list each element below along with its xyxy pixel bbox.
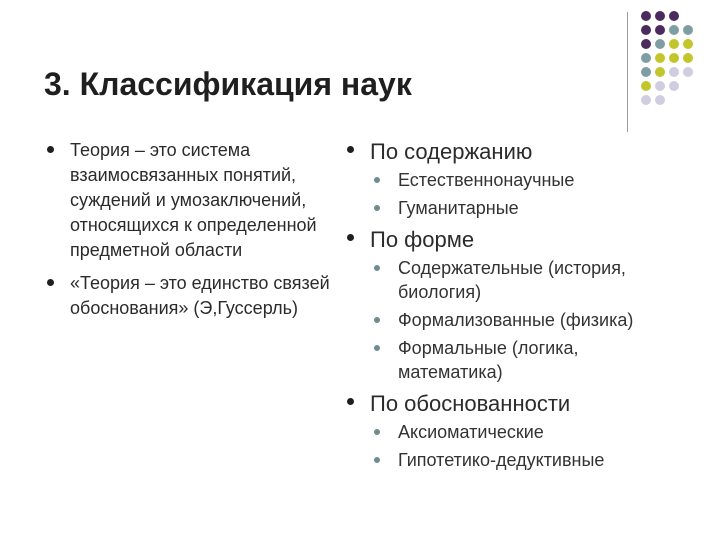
sub-item: [344, 256, 684, 304]
bullet-icon: [47, 279, 54, 286]
sub-item: [344, 308, 684, 332]
list-item: [44, 138, 334, 263]
decorative-dot: [655, 25, 665, 35]
decorative-dot: [641, 53, 651, 63]
decorative-dot-grid: [640, 10, 700, 120]
decorative-dot: [655, 95, 665, 105]
decorative-dot: [641, 39, 651, 49]
bullet-icon: [347, 398, 354, 405]
list-item-text: «Теория – это единство связей обоснования» (Э,Гуссерль): [70, 273, 330, 318]
decorative-dot: [655, 11, 665, 21]
decorative-dot: [669, 11, 679, 21]
sub-bullet-icon: [374, 205, 380, 211]
sub-item-text: Естественнонаучные: [398, 170, 575, 190]
category-heading: [344, 138, 684, 166]
decorative-dot: [669, 25, 679, 35]
sub-item: [344, 420, 684, 444]
decorative-dot: [641, 67, 651, 77]
bullet-icon: [347, 234, 354, 241]
decorative-dot: [655, 39, 665, 49]
bullet-icon: [47, 146, 54, 153]
sub-item: [344, 168, 684, 192]
list-item: [44, 271, 334, 321]
left-column: [44, 138, 334, 329]
decorative-dot: [655, 81, 665, 91]
sub-item: [344, 196, 684, 220]
category-heading-text: По форме: [370, 227, 475, 252]
sub-item-text: Содержательные (история, биология): [398, 258, 626, 302]
decorative-dot: [683, 25, 693, 35]
decorative-dot: [655, 67, 665, 77]
sub-bullet-icon: [374, 265, 380, 271]
slide-title: 3. Классификация наук: [44, 66, 412, 102]
category-heading-text: По обоснованности: [370, 391, 571, 416]
decorative-dot: [683, 67, 693, 77]
sub-bullet-icon: [374, 317, 380, 323]
sub-bullet-icon: [374, 345, 380, 351]
decorative-dot: [641, 11, 651, 21]
decorative-dot: [669, 67, 679, 77]
decorative-dot: [683, 53, 693, 63]
decorative-dot: [683, 39, 693, 49]
decorative-dot: [641, 95, 651, 105]
sub-bullet-icon: [374, 177, 380, 183]
decorative-dot: [669, 81, 679, 91]
list-item-text: Теория – это система взаимосвязанных понятий, суждений и умозаключений, относящихся к определенной предметной области: [70, 140, 317, 260]
sub-item-text: Гуманитарные: [398, 198, 519, 218]
decorative-divider-line: [627, 12, 628, 132]
bullet-icon: [347, 146, 354, 153]
decorative-dot: [641, 81, 651, 91]
decorative-dot: [641, 25, 651, 35]
category-heading: [344, 226, 684, 254]
sub-item-text: Формализованные (физика): [398, 310, 634, 330]
sub-item-text: Гипотетико-дедуктивные: [398, 450, 605, 470]
sub-item: [344, 336, 684, 384]
decorative-dot: [669, 53, 679, 63]
sub-bullet-icon: [374, 457, 380, 463]
sub-item-text: Формальные (логика, математика): [398, 338, 579, 382]
sub-bullet-icon: [374, 429, 380, 435]
category-heading: [344, 390, 684, 418]
decorative-dot: [669, 39, 679, 49]
sub-item-text: Аксиоматические: [398, 422, 544, 442]
sub-item: [344, 448, 684, 472]
category-heading-text: По содержанию: [370, 139, 533, 164]
right-column: [344, 138, 684, 476]
decorative-dot: [655, 53, 665, 63]
